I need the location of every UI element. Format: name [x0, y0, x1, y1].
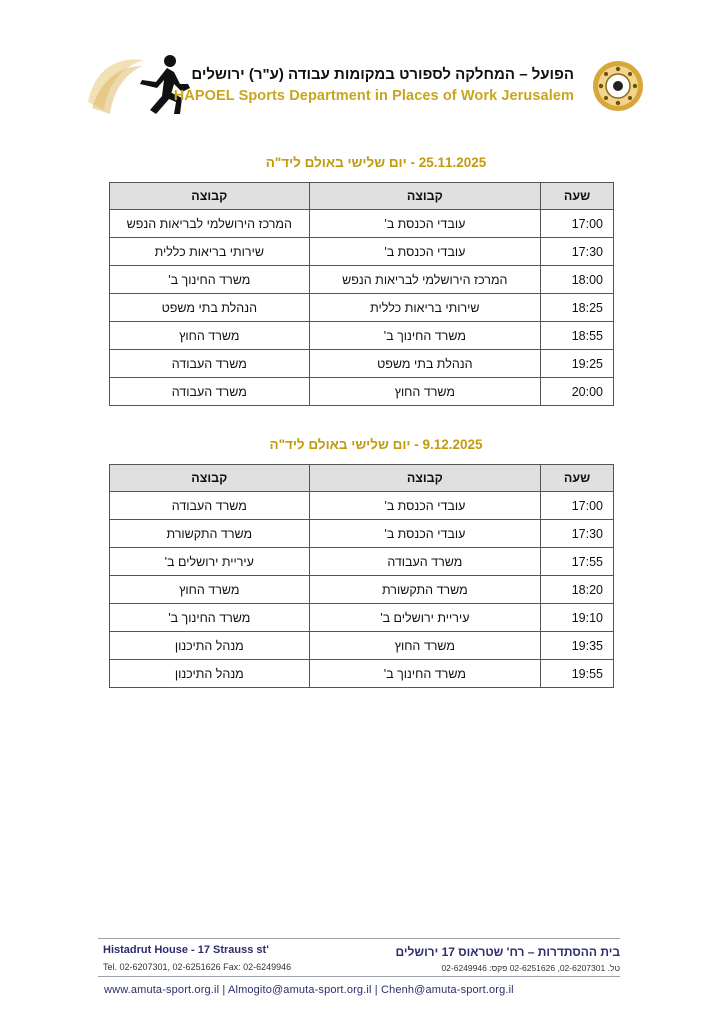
section-2-title: 9.12.2025 - יום שלישי באולם ליד"ה [269, 437, 483, 452]
header-team-b: קבוצה [110, 465, 310, 492]
cell-time: 20:00 [541, 378, 614, 406]
table-row [110, 350, 614, 378]
cell-time: 19:25 [541, 350, 614, 378]
cell-team-a: שירותי בריאות כללית [309, 294, 540, 322]
cell-team-b: משרד העבודה [110, 378, 310, 406]
cell-team-a: משרד החוץ [309, 632, 540, 660]
cell-team-a: משרד החינוך ב' [309, 660, 540, 688]
table-header-row [110, 465, 614, 492]
header-team-a: קבוצה [309, 465, 540, 492]
footer-contacts[interactable]: www.amuta-sport.org.il | Almogito@amuta-sport.org.il | Chenh@amuta-sport.org.il [104, 984, 514, 996]
header-title-hebrew: הפועל – המחלקה לספורט במקומות עבודה (ע"ר) ירושלים [191, 66, 574, 83]
cell-team-a: עובדי הכנסת ב' [309, 492, 540, 520]
cell-team-b: המרכז הירושלמי לבריאות הנפש [110, 210, 310, 238]
cell-team-b: משרד החוץ [110, 322, 310, 350]
seal-icon [592, 60, 644, 112]
footer-address-english: Histadrut House - 17 Strauss st' [103, 944, 269, 956]
cell-team-b: משרד העבודה [110, 492, 310, 520]
cell-team-a: עובדי הכנסת ב' [309, 520, 540, 548]
section-1-title: 25.11.2025 - יום שלישי באולם ליד"ה [265, 155, 487, 170]
table-row [110, 632, 614, 660]
cell-team-b: משרד החוץ [110, 576, 310, 604]
header-title-english: HAPOEL Sports Department in Places of Work Jerusalem [173, 88, 574, 104]
footer-divider-bottom [98, 976, 620, 977]
table-row [110, 322, 614, 350]
footer-divider-top [98, 938, 620, 939]
cell-time: 17:30 [541, 238, 614, 266]
header-time: שעה [541, 183, 614, 210]
cell-team-a: משרד העבודה [309, 548, 540, 576]
header-time: שעה [541, 465, 614, 492]
cell-team-b: משרד החינוך ב' [110, 266, 310, 294]
footer-phones-hebrew: טל. 02-6207301, 02-6251626 פקס: 02-6249946 [441, 963, 620, 973]
cell-team-a: עובדי הכנסת ב' [309, 238, 540, 266]
cell-team-b: הנהלת בתי משפט [110, 294, 310, 322]
cell-time: 17:00 [541, 210, 614, 238]
cell-team-a: עובדי הכנסת ב' [309, 210, 540, 238]
table-row [110, 520, 614, 548]
table-header-row [110, 183, 614, 210]
cell-team-a: משרד החוץ [309, 378, 540, 406]
runner-icon [84, 52, 194, 118]
cell-team-a: משרד התקשורת [309, 576, 540, 604]
cell-time: 19:55 [541, 660, 614, 688]
table-row [110, 210, 614, 238]
cell-team-a: המרכז הירושלמי לבריאות הנפש [309, 266, 540, 294]
table-row [110, 294, 614, 322]
cell-time: 18:25 [541, 294, 614, 322]
page-header [84, 52, 644, 118]
cell-team-a: הנהלת בתי משפט [309, 350, 540, 378]
cell-time: 17:55 [541, 548, 614, 576]
cell-team-b: שירותי בריאות כללית [110, 238, 310, 266]
cell-time: 19:10 [541, 604, 614, 632]
schedule-table-1 [109, 182, 614, 406]
table-row [110, 548, 614, 576]
table-row [110, 492, 614, 520]
cell-team-b: משרד החינוך ב' [110, 604, 310, 632]
cell-time: 17:00 [541, 492, 614, 520]
table-row [110, 238, 614, 266]
table-row [110, 604, 614, 632]
footer-phones-english: Tel. 02-6207301, 02-6251626 Fax: 02-6249946 [103, 962, 292, 972]
cell-time: 18:20 [541, 576, 614, 604]
schedule-table-2 [109, 464, 614, 688]
cell-team-b: מנהל התיכנון [110, 660, 310, 688]
cell-team-b: מנהל התיכנון [110, 632, 310, 660]
table-row [110, 378, 614, 406]
cell-time: 18:55 [541, 322, 614, 350]
header-team-a: קבוצה [309, 183, 540, 210]
table-row [110, 576, 614, 604]
cell-team-b: משרד העבודה [110, 350, 310, 378]
cell-time: 19:35 [541, 632, 614, 660]
footer-address-hebrew: בית ההסתדרות – רח' שטראוס 17 ירושלים [395, 945, 620, 959]
cell-team-b: עיריית ירושלים ב' [110, 548, 310, 576]
cell-time: 18:00 [541, 266, 614, 294]
cell-team-a: עיריית ירושלים ב' [309, 604, 540, 632]
cell-team-a: משרד החינוך ב' [309, 322, 540, 350]
table-row [110, 266, 614, 294]
cell-team-b: משרד התקשורת [110, 520, 310, 548]
cell-time: 17:30 [541, 520, 614, 548]
header-team-b: קבוצה [110, 183, 310, 210]
table-row [110, 660, 614, 688]
